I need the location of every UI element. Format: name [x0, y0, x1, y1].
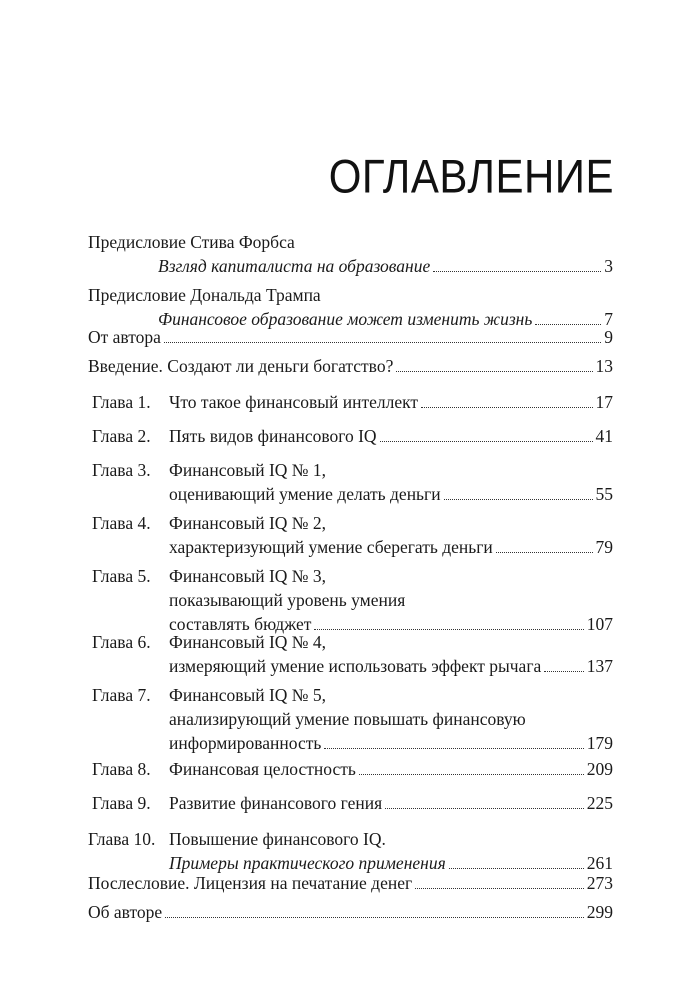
chapter-label: Глава 4.	[92, 513, 151, 533]
dot-leader	[164, 342, 601, 343]
toc-entry-subtitle: Взгляд капиталиста на образование	[158, 256, 431, 276]
toc-entry-subtitle: Финансовое образование может изменить жизнь	[158, 309, 533, 329]
dot-leader	[496, 552, 593, 553]
chapter-label: Глава 1.	[92, 392, 151, 412]
toc-entry-title: Финансовая целостность	[169, 759, 356, 779]
page-number: 9	[604, 327, 613, 347]
toc-entry-title-cont: информированность	[169, 733, 322, 753]
toc-entry-title: Пять видов финансового IQ	[169, 426, 377, 446]
page-number: 209	[586, 759, 613, 779]
toc-entry-title: Финансовый IQ № 5,	[169, 685, 327, 705]
page-number: 225	[586, 793, 613, 813]
dot-leader	[314, 629, 583, 630]
chapter-label: Глава 3.	[92, 460, 151, 480]
toc-entry-title-cont: измеряющий умение использовать эффект рычага	[169, 656, 542, 676]
page-number: 179	[586, 733, 613, 753]
chapter-label: Глава 8.	[92, 759, 151, 779]
toc-entry-title: Что такое финансовый интеллект	[169, 392, 419, 412]
toc-entry-title: Финансовый IQ № 3,	[169, 566, 327, 586]
chapter-label: Глава 2.	[92, 426, 151, 446]
toc-entry-title: От автора	[88, 327, 161, 347]
toc-entry-title-cont: оценивающий умение делать деньги	[169, 484, 441, 504]
page-number: 79	[595, 537, 613, 557]
toc-entry-title: Развитие финансового гения	[169, 793, 383, 813]
dot-leader	[433, 271, 601, 272]
dot-leader	[165, 917, 584, 918]
toc-entry-title: Предисловие Стива Форбса	[88, 232, 295, 252]
chapter-label: Глава 7.	[92, 685, 151, 705]
toc-entry-title-cont: анализирующий умение повышать финансовую	[169, 709, 526, 729]
dot-leader	[421, 407, 592, 408]
page-number: 17	[595, 392, 613, 412]
toc-entry-title: Финансовый IQ № 2,	[169, 513, 327, 533]
page-number: 55	[595, 484, 613, 504]
toc-entry-title: Повышение финансового IQ.	[169, 829, 386, 849]
dot-leader	[396, 371, 592, 372]
toc-entry-title: Об авторе	[88, 902, 163, 922]
dot-leader	[415, 888, 584, 889]
chapter-label: Глава 5.	[92, 566, 151, 586]
toc-entry-title-cont: характеризующий умение сберегать деньги	[169, 537, 493, 557]
dot-leader	[359, 774, 584, 775]
page-number: 7	[604, 309, 613, 329]
page-number: 41	[595, 426, 613, 446]
dot-leader	[385, 808, 584, 809]
chapter-label: Глава 6.	[92, 632, 151, 652]
toc-entry-subtitle: Примеры практического применения	[169, 853, 446, 873]
toc-entry-title-cont: составлять бюджет	[169, 614, 312, 634]
page-number: 299	[586, 902, 613, 922]
toc-entry-title: Послесловие. Лицензия на печатание денег	[88, 873, 413, 893]
toc-entry-title: Финансовый IQ № 1,	[169, 460, 327, 480]
page-title: ОГЛАВЛЕНИЕ	[328, 150, 614, 203]
dot-leader	[544, 671, 583, 672]
dot-leader	[449, 868, 584, 869]
page-number: 261	[586, 853, 613, 873]
page-number: 13	[595, 356, 613, 376]
toc-entry-title-cont: показывающий уровень умения	[169, 590, 406, 610]
page-number: 273	[586, 873, 613, 893]
page-number: 3	[604, 256, 613, 276]
page-number: 137	[586, 656, 613, 676]
page-number: 107	[586, 614, 613, 634]
toc-entry-title: Введение. Создают ли деньги богатство?	[88, 356, 394, 376]
toc-entry-title: Финансовый IQ № 4,	[169, 632, 327, 652]
chapter-label: Глава 9.	[92, 793, 151, 813]
toc-entry-title: Предисловие Дональда Трампа	[88, 285, 321, 305]
dot-leader	[535, 324, 601, 325]
chapter-label: Глава 10.	[88, 829, 156, 849]
dot-leader	[444, 499, 593, 500]
dot-leader	[324, 748, 583, 749]
dot-leader	[380, 441, 593, 442]
